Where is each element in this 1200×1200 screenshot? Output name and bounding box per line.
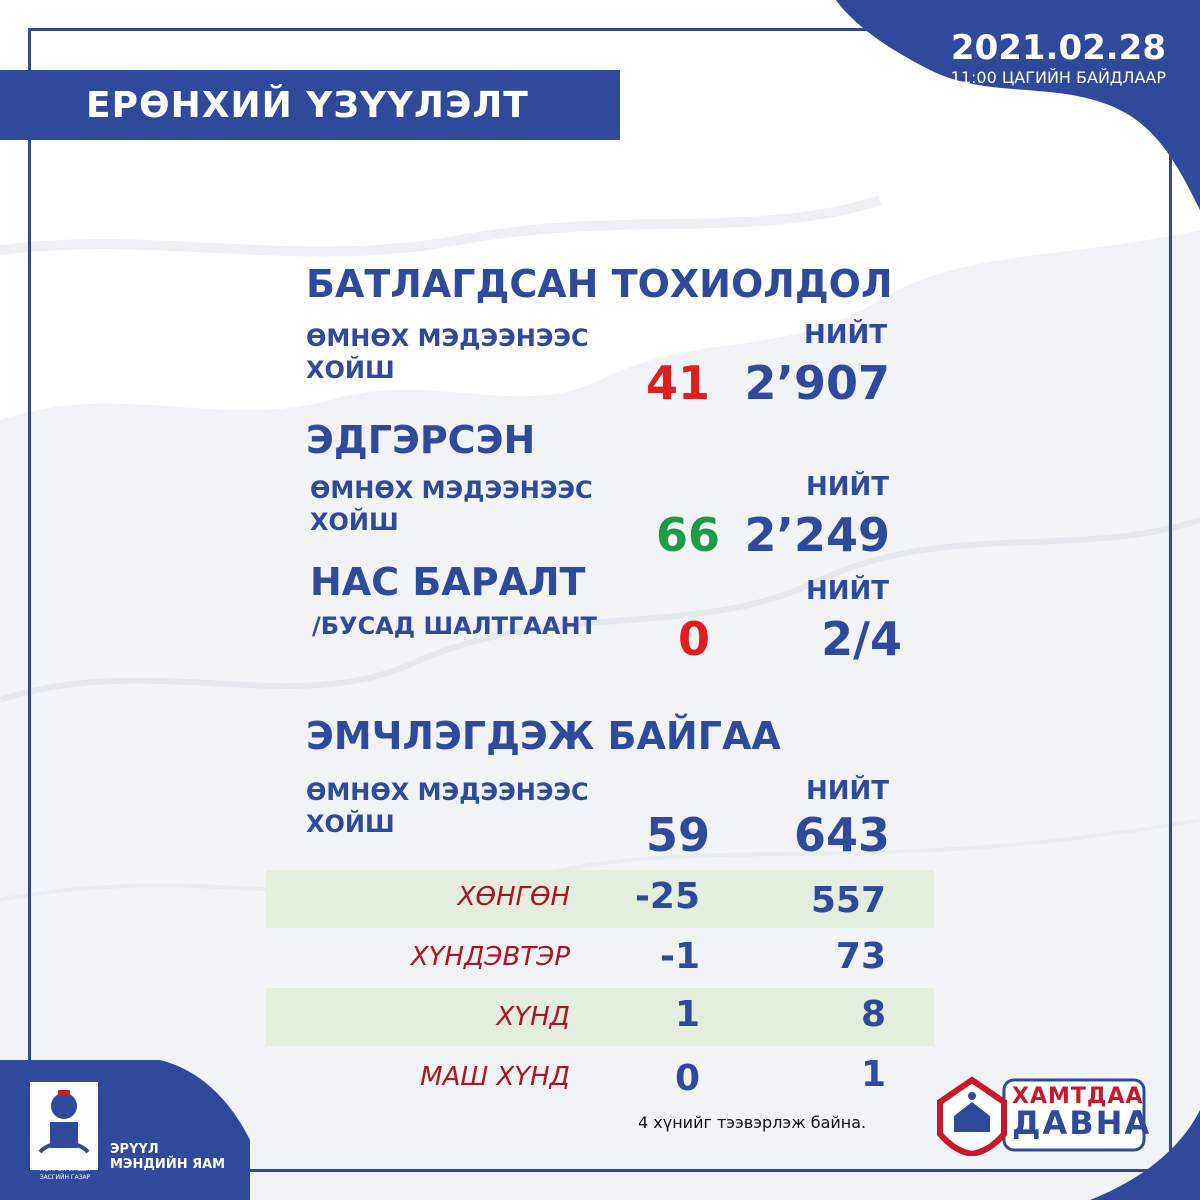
confirmed-since-label-1: ӨМНӨХ МЭДЭЭНЭЭС	[306, 324, 589, 352]
deaths-new-count: 0	[677, 612, 710, 666]
transport-note: 4 хүнийг тээвэрлэж байна.	[638, 1113, 867, 1132]
severity-label: ХӨНГӨН	[457, 882, 570, 912]
severity-change: 0	[674, 1058, 700, 1099]
confirmed-since-label-2: ХОЙШ	[306, 356, 395, 384]
recovered-since-label-2: ХОЙШ	[310, 508, 399, 536]
report-time: 11:00 ЦАГИЙН БАЙДЛААР	[950, 68, 1166, 87]
treatment-title: ЭМЧЛЭГДЭЖ БАЙГАА	[306, 714, 781, 758]
severity-label: ХҮНДЭВТЭР	[410, 942, 570, 972]
confirmed-total-count: 2’907	[744, 356, 890, 410]
deaths-total-label: НИЙТ	[806, 576, 890, 606]
recovered-new-count: 66	[655, 508, 720, 562]
recovered-total-label: НИЙТ	[806, 472, 890, 502]
date-block	[951, 28, 1166, 88]
severity-change: -1	[660, 936, 700, 977]
severity-total: 1	[860, 1054, 886, 1095]
severity-total: 73	[835, 936, 886, 977]
severity-change: -25	[634, 876, 700, 917]
recovered-since-label-1: ӨМНӨХ МЭДЭЭНЭЭС	[310, 476, 593, 504]
campaign-name-line-2: ДАВНА	[1012, 1104, 1152, 1142]
report-date: 2021.02.28	[950, 28, 1166, 68]
government-label: МОНГОЛ УЛСЫН ЗАСГИЙН ГАЗАР	[39, 1166, 91, 1181]
deaths-sub-label: /БУСАД ШАЛТГААНТ	[312, 612, 597, 640]
confirmed-new-count: 41	[645, 356, 710, 410]
severity-change: 1	[674, 994, 700, 1035]
treatment-since-label-2: ХОЙШ	[306, 810, 395, 838]
treatment-new-count: 59	[645, 808, 710, 862]
confirmed-title: БАТЛАГДСАН ТОХИОЛДОЛ	[306, 262, 893, 306]
ministry-name-line-1: ЭРҮҮЛ	[110, 1142, 159, 1157]
page-title: ЕРӨНХИЙ ҮЗҮҮЛЭЛТ	[0, 70, 620, 140]
confirmed-total-label: НИЙТ	[804, 320, 888, 350]
severity-total: 557	[810, 880, 886, 921]
treatment-total-label: НИЙТ	[806, 776, 890, 806]
severity-label: ХҮНД	[496, 1002, 570, 1032]
state-emblem-icon	[30, 1082, 98, 1170]
recovered-total-count: 2’249	[744, 508, 890, 562]
deaths-title: НАС БАРАЛТ	[310, 560, 586, 604]
ministry-name-line-2: МЭНДИЙН ЯАМ	[110, 1157, 226, 1172]
recovered-title: ЭДГЭРСЭН	[306, 418, 536, 462]
severity-total: 8	[860, 994, 886, 1035]
ministry-name	[110, 1142, 225, 1172]
treatment-since-label-1: ӨМНӨХ МЭДЭЭНЭЭС	[306, 778, 589, 806]
treatment-total-count: 643	[793, 808, 890, 862]
campaign-name-line-1: ХАМТДАА	[1012, 1084, 1144, 1109]
severity-label: МАШ ХҮНД	[420, 1062, 570, 1092]
deaths-total-count: 2/4	[821, 612, 902, 666]
